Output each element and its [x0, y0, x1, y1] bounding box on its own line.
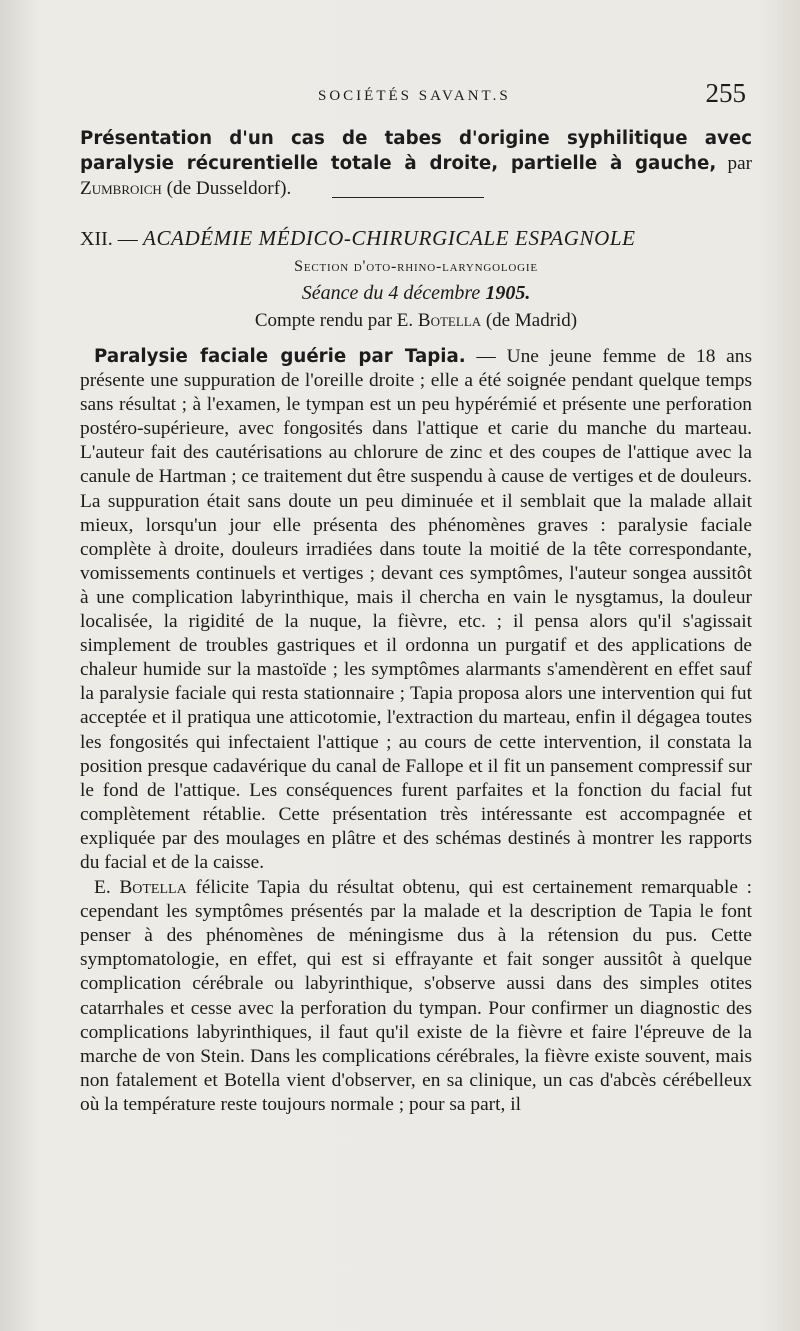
case-paragraph	[80, 345, 752, 875]
seance-year: 1905.	[485, 282, 531, 304]
seance-date	[80, 280, 752, 307]
running-head	[80, 78, 752, 116]
report-suffix: (de Madrid)	[481, 310, 578, 331]
case-text: — Une jeune femme de 18 ans présente une suppuration de l'oreille droite ; elle a été soignée pendant quelque temps sans résultat ; à l'examen, le tympan est un peu hypérémié et présente une perforation postéro-supérieure, avec fongosités dans l'attique et carie du manche du marteau. L'auteur fait des cautérisations au chlorure de zinc et des coupes de l'attique avec la canule de Hartman ; ce traitement dut être suspendu à cause de vertiges et de douleurs. La suppuration était sans doute un peu diminuée et il semblait que la malade allait mieux, lorsqu'un jour elle présenta des phénomènes graves : paralysie faciale complète à droite, douleurs irradiées dans toute la moitié de la tête correspondante, vomissements continuels et vertiges ; devant ces symptômes, l'auteur songea aussitôt à une complication labyrinthique, mais il chercha en vain le nysgtamus, la douleur localisée, la rigidité de la nuque, la fièvre, etc. ; il pensa alors qu'il s'agissait simplement de troubles gastriques et il ordonna un purgatif et des applications de chaleur humide sur la mastoïde ; les symptômes alarmants s'amendèrent en effet sauf la paralysie faciale qui resta stationnaire ; Tapia proposa alors une intervention qui fut acceptée et il pratiqua une atticotomie, l'extraction du marteau, enfin il dégagea toutes les fongosités qui infectaient l'attique ; au cours de cette intervention, il constata la position presque cadavérique du canal de Fallope et il fit un pansement compressif sur le fond de l'attique. Les conséquences furent parfaites et la fonction du facial fut complètement rétablie. Cette présentation très intéressante est accompagnée et expliquée par des moulages en plâtre et des schémas destinés à montrer les rapports du facial et de la caisse.	[80, 346, 752, 873]
case-title: Paralysie faciale guérie par Tapia.	[94, 346, 466, 367]
report-author: Botella	[417, 310, 482, 331]
page-number: 255	[705, 78, 746, 108]
presentation-by: par	[716, 153, 753, 174]
discussion-author: Botella	[119, 877, 187, 899]
running-head-title: SOCIÉTÉS SAVANT.S	[318, 88, 511, 104]
presentation-author: Zumbroich	[80, 178, 162, 199]
report-line	[80, 307, 752, 334]
subsection-title: Section d'oto-rhino-laryngologie	[294, 258, 538, 275]
section-divider	[332, 197, 484, 198]
academy-name: ACADÉMIE MÉDICO-CHIRURGICALE ESPAGNOLE	[143, 226, 636, 250]
presentation-title: Présentation d'un cas de tabes d'origine syphilitique avec paralysie récurentielle totale à droite, partielle à gauche,	[80, 128, 752, 174]
discussion-prefix: E.	[94, 877, 120, 899]
section-number: XII. —	[80, 228, 138, 250]
discussion-paragraph	[80, 876, 752, 1117]
presentation-entry	[80, 126, 752, 201]
section-heading	[80, 225, 752, 253]
discussion-text: félicite Tapia du résultat obtenu, qui est certainement remarquable : cependant les symptômes présentés par la malade et la description de Tapia le font penser à des phénomènes de méningisme dus à la rétension du pus. Cette symptomatologie, en effet, qui est si effrayante et fait songer aussitôt à quelque complication cérébrale ou labyrinthique, s'observe aussi dans des simples otites catarrhales et cesse avec la perforation du tympan. Pour confirmer un diagnostic des complications labyrinthiques, il faut qu'il existe de la fièvre et faire l'épreuve de la marche de von Stein. Dans les complications cérébrales, la fièvre existe souvent, mais non fatalement et Botella vient d'observer, en sa clinique, un cas d'abcès cérébelleux où la température reste toujours normale ; pour sa part, il	[80, 877, 752, 1115]
report-prefix: Compte rendu par E.	[254, 310, 418, 331]
presentation-origin: (de Dusseldorf).	[161, 178, 292, 199]
seance-prefix: Séance du 4 décembre	[301, 282, 486, 304]
